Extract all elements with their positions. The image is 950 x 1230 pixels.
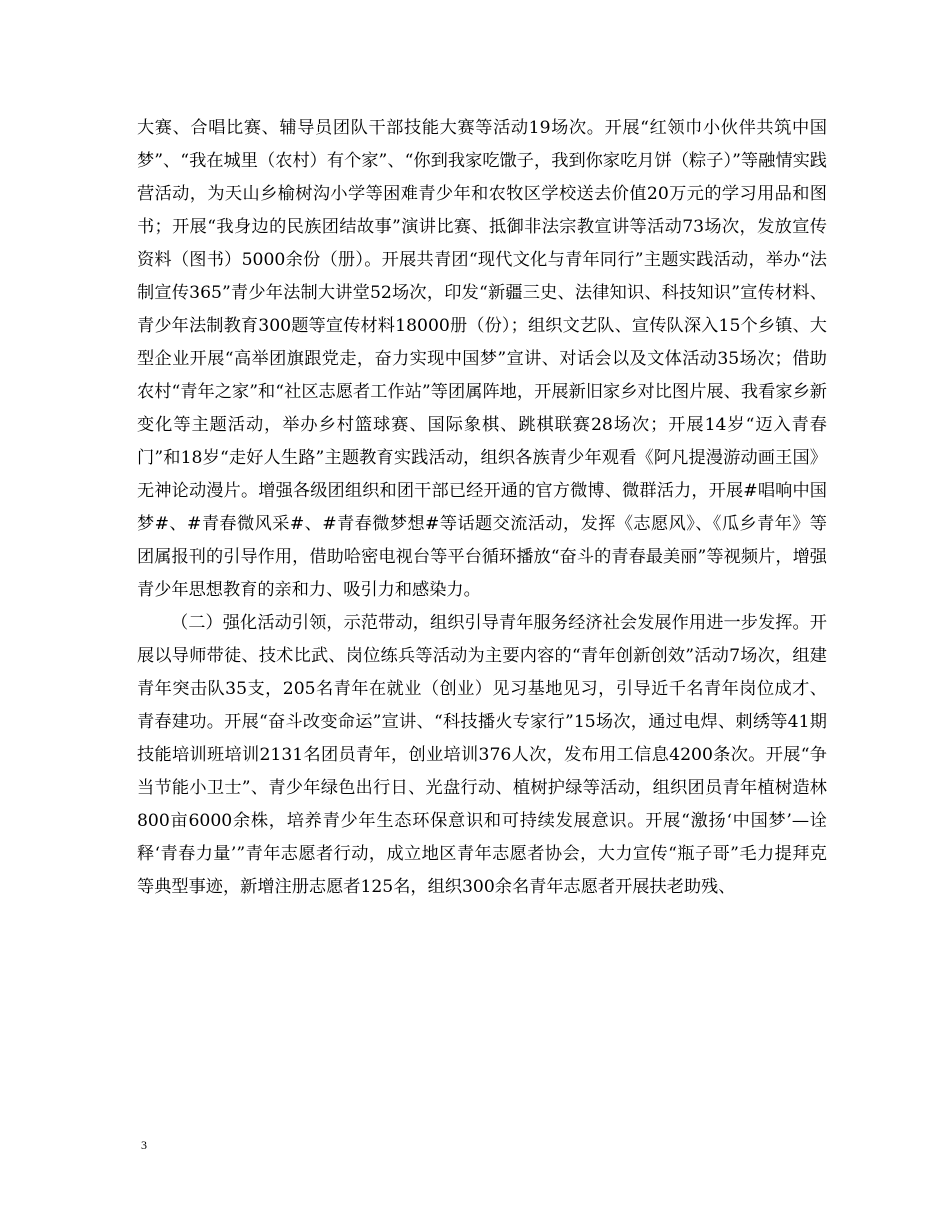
paragraph-2: （二）强化活动引领，示范带动，组织引导青年服务经济社会发展作用进一步发挥。开展以导师带徒、技术比武、岗位练兵等活动为主要内容的“青年创新创效”活动7场次，组建青年突击队35支，205名青年在就业（创业）见习基地见习，引导近千名青年岗位成才、青春建功。开展“奋斗改变命运”宣讲、“科技播火专家行”15场次，通过电焊、刺绣等41期技能培训班培训2131名团员青年，创业培训376人次，发布用工信息4200条次。开展“争当节能小卫士”、青少年绿色出行日、光盘行动、植树护绿等活动，组织团员青年植树造林800亩6000余株，培养青少年生态环保意识和可持续发展意识。开展“激扬‘中国梦’—诠释‘青春力量’”青年志愿者行动，成立地区青年志愿者协会，大力宣传“瓶子哥”毛力提拜克等典型事迹，新增注册志愿者125名，组织300余名青年志愿者开展扶老助残、: [137, 613, 827, 897]
document-body: [137, 112, 827, 904]
page-number: 3: [141, 1138, 147, 1152]
paragraph-1: 大赛、合唱比赛、辅导员团队干部技能大赛等活动19场次。开展“红领巾小伙伴共筑中国梦”、“我在城里（农村）有个家”、“你到我家吃馓子，我到你家吃月饼（粽子）”等融情实践营活动，为天山乡榆树沟小学等困难青少年和农牧区学校送去价值20万元的学习用品和图书；开展“我身边的民族团结故事”演讲比赛、抵御非法宗教宣讲等活动73场次，发放宣传资料（图书）5000余份（册）。开展共青团“现代文化与青年同行”主题实践活动，举办“法制宣传365”青少年法制大讲堂52场次，印发“新疆三史、法律知识、科技知识”宣传材料、青少年法制教育300题等宣传材料18000册（份）；组织文艺队、宣传队深入15个乡镇、大型企业开展“高举团旗跟党走，奋力实现中国梦”宣讲、对话会以及文体活动35场次；借助农村“青年之家”和“社区志愿者工作站”等团属阵地，开展新旧家乡对比图片展、我看家乡新变化等主题活动，举办乡村篮球赛、国际象棋、跳棋联赛28场次；开展14岁“迈入青春门”和18岁“走好人生路”主题教育实践活动，组织各族青少年观看《阿凡提漫游动画王国》无神论动漫片。增强各级团组织和团干部已经开通的官方微博、微群活力，开展#唱响中国梦#、#青春微风采#、#青春微梦想#等话题交流活动，发挥《志愿风》、《瓜乡青年》等团属报刊的引导作用，借助哈密电视台等平台循环播放“奋斗的青春最美丽”等视频片，增强青少年思想教育的亲和力、吸引力和感染力。: [137, 118, 827, 600]
